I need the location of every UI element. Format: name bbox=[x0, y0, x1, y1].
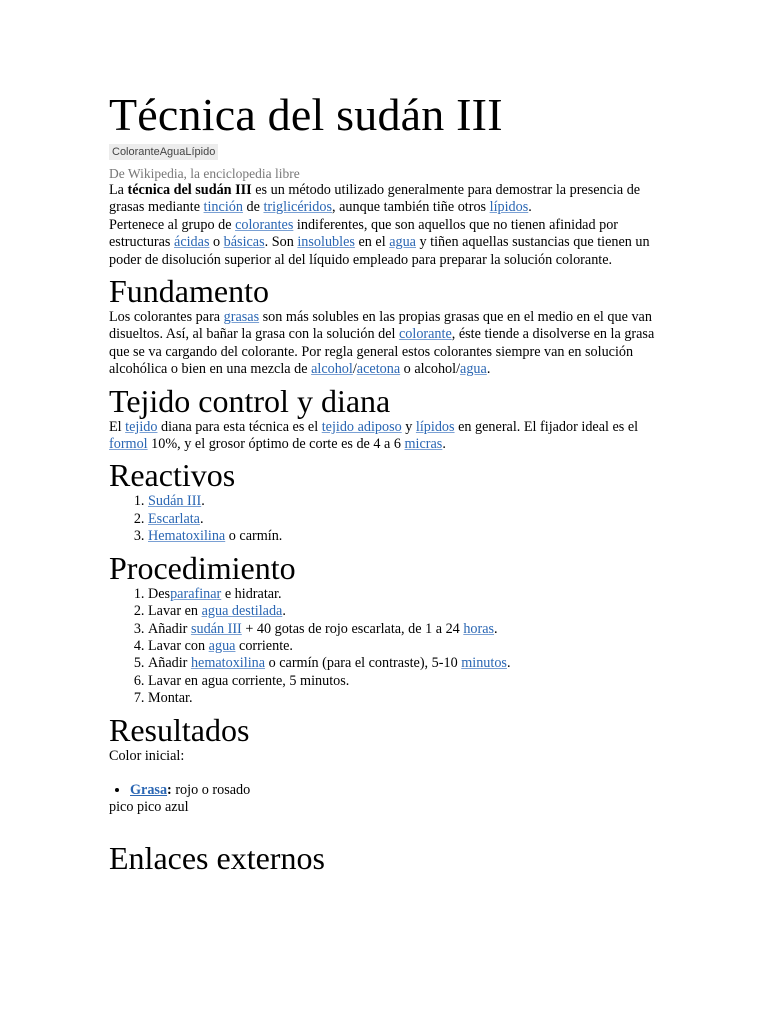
procedimiento-list bbox=[109, 586, 669, 708]
text: Des bbox=[148, 585, 171, 602]
text: o carmín (para el contraste), 5-10 bbox=[265, 655, 462, 672]
link-hematoxilina[interactable]: Hematoxilina bbox=[148, 528, 226, 545]
link-agua-destilada[interactable]: agua destilada bbox=[201, 603, 283, 620]
text: rojo o rosado bbox=[171, 781, 251, 798]
text: en el bbox=[354, 234, 390, 251]
link-parafinar[interactable]: parafinar bbox=[170, 585, 222, 602]
link-colorante[interactable]: colorante bbox=[398, 326, 452, 343]
link-tincion[interactable]: tinción bbox=[203, 199, 243, 216]
intro-paragraph-1 bbox=[109, 182, 669, 217]
text: La bbox=[109, 182, 128, 198]
page-title: Técnica del sudán III bbox=[109, 89, 503, 140]
list-item bbox=[148, 621, 669, 638]
text: . bbox=[199, 510, 204, 527]
heading-fundamento: Fundamento bbox=[109, 273, 269, 310]
link-sudan-iii[interactable]: sudán III bbox=[190, 620, 242, 637]
link-sudan-iii[interactable]: Sudán III bbox=[148, 493, 202, 510]
heading-enlaces-externos: Enlaces externos bbox=[109, 840, 325, 877]
link-alcohol[interactable]: alcohol bbox=[311, 361, 353, 378]
link-micras[interactable]: micras bbox=[404, 436, 443, 453]
text: / bbox=[352, 361, 357, 378]
text: . bbox=[506, 655, 511, 672]
link-minutos[interactable]: minutos bbox=[461, 655, 507, 672]
text: Añadir bbox=[148, 620, 191, 637]
list-item bbox=[148, 586, 669, 603]
link-basicas[interactable]: básicas bbox=[223, 234, 265, 251]
link-grasas[interactable]: grasas bbox=[223, 309, 260, 326]
text: o alcohol/ bbox=[400, 361, 461, 378]
text: son más solubles en las propias grasas que en el medio en el que van disueltos. Así, al bañar la grasa con la solución del bbox=[109, 309, 652, 343]
link-agua[interactable]: agua bbox=[460, 361, 487, 378]
list-item: 6. Lavar en agua corriente, 5 minutos. bbox=[148, 673, 669, 690]
link-escarlata[interactable]: Escarlata bbox=[148, 510, 200, 527]
list-item bbox=[130, 781, 669, 799]
text: Lavar en bbox=[148, 603, 202, 620]
tejido-paragraph bbox=[109, 419, 669, 454]
heading-reactivos: Reactivos bbox=[109, 457, 236, 494]
color-inicial-label: Color inicial: bbox=[109, 747, 185, 764]
heading-tejido: Tejido control y diana bbox=[109, 382, 391, 419]
text: Lavar con bbox=[148, 637, 209, 654]
heading-procedimiento: Procedimiento bbox=[109, 549, 296, 586]
link-insolubles[interactable]: insolubles bbox=[297, 234, 355, 251]
text: . bbox=[486, 361, 491, 378]
link-hematoxilina[interactable]: hematoxilina bbox=[190, 655, 266, 672]
intro-paragraph-2 bbox=[109, 217, 669, 269]
link-grasa[interactable]: Grasa bbox=[130, 781, 168, 798]
link-lipidos[interactable]: lípidos bbox=[489, 199, 529, 216]
resultados-list bbox=[109, 781, 669, 799]
link-tejido-adiposo[interactable]: tejido adiposo bbox=[321, 418, 402, 435]
list-item bbox=[148, 528, 669, 545]
text: o carmín. bbox=[225, 528, 283, 545]
link-colorantes[interactable]: colorantes bbox=[235, 216, 294, 233]
list-item bbox=[148, 511, 669, 528]
text: Añadir bbox=[148, 655, 191, 672]
list-item bbox=[148, 655, 669, 672]
link-horas[interactable]: horas bbox=[463, 620, 495, 637]
text: corriente. bbox=[235, 637, 293, 654]
text: es un método utilizado generalmente para demostrar la presencia de grasas mediante bbox=[109, 182, 641, 216]
text: . bbox=[201, 493, 205, 510]
link-trigliceridos[interactable]: triglicéridos bbox=[263, 199, 333, 216]
list-item bbox=[148, 493, 669, 510]
list-item bbox=[148, 638, 669, 655]
list-item bbox=[148, 603, 669, 620]
list-item: 7. Montar. bbox=[148, 690, 669, 707]
link-agua[interactable]: agua bbox=[389, 234, 416, 251]
link-lipidos[interactable]: lípidos bbox=[415, 418, 455, 435]
text: , aunque también tiñe otros bbox=[332, 199, 490, 216]
text: o bbox=[209, 234, 224, 251]
text: de bbox=[242, 199, 264, 216]
text: El bbox=[109, 418, 126, 435]
fundamento-paragraph bbox=[109, 309, 669, 379]
link-acetona[interactable]: acetona bbox=[356, 361, 401, 378]
text: , éste tiende a disolverse en la grasa que se va cargando del colorante. Por regla general estos colorantes siempre van en solución alcohólica o bien en una mezcla de bbox=[109, 326, 655, 378]
text: y bbox=[401, 418, 416, 435]
text: . bbox=[442, 436, 446, 453]
link-acidas[interactable]: ácidas bbox=[174, 234, 210, 251]
link-formol[interactable]: formol bbox=[109, 436, 148, 453]
link-tejido[interactable]: tejido bbox=[125, 418, 158, 435]
heading-resultados: Resultados bbox=[109, 711, 250, 748]
text: indiferentes, que son aquellos que no tienen afinidad por estructuras bbox=[109, 216, 619, 251]
source-note: De Wikipedia, la enciclopedia libre bbox=[109, 166, 300, 181]
text: . bbox=[282, 603, 286, 620]
article bbox=[109, 88, 669, 876]
bold-term: técnica del sudán III bbox=[127, 182, 252, 198]
text: Pertenece al grupo de bbox=[109, 216, 236, 233]
text: y tiñen aquellas sustancias que tienen un poder de disolución superior al del líquido empleado para preparar la solución colorante. bbox=[109, 234, 650, 268]
categories-bar[interactable]: ColoranteAguaLípido bbox=[109, 144, 218, 160]
text: 10%, y el grosor óptimo de corte es de 4 a 6 bbox=[147, 436, 405, 453]
text: . Son bbox=[264, 234, 298, 251]
text: Los colorantes para bbox=[109, 309, 224, 326]
text: . bbox=[494, 620, 498, 637]
text: . bbox=[528, 199, 532, 216]
text: + 40 gotas de rojo escarlata, de 1 a 24 bbox=[241, 620, 464, 637]
text: : bbox=[167, 781, 172, 798]
text: diana para esta técnica es el bbox=[157, 418, 322, 435]
text: en general. El fijador ideal es el bbox=[454, 418, 639, 435]
reactivos-list bbox=[109, 493, 669, 545]
text: e hidratar. bbox=[221, 585, 282, 602]
link-agua[interactable]: agua bbox=[208, 637, 236, 654]
pico-text: pico pico azul bbox=[109, 798, 189, 815]
